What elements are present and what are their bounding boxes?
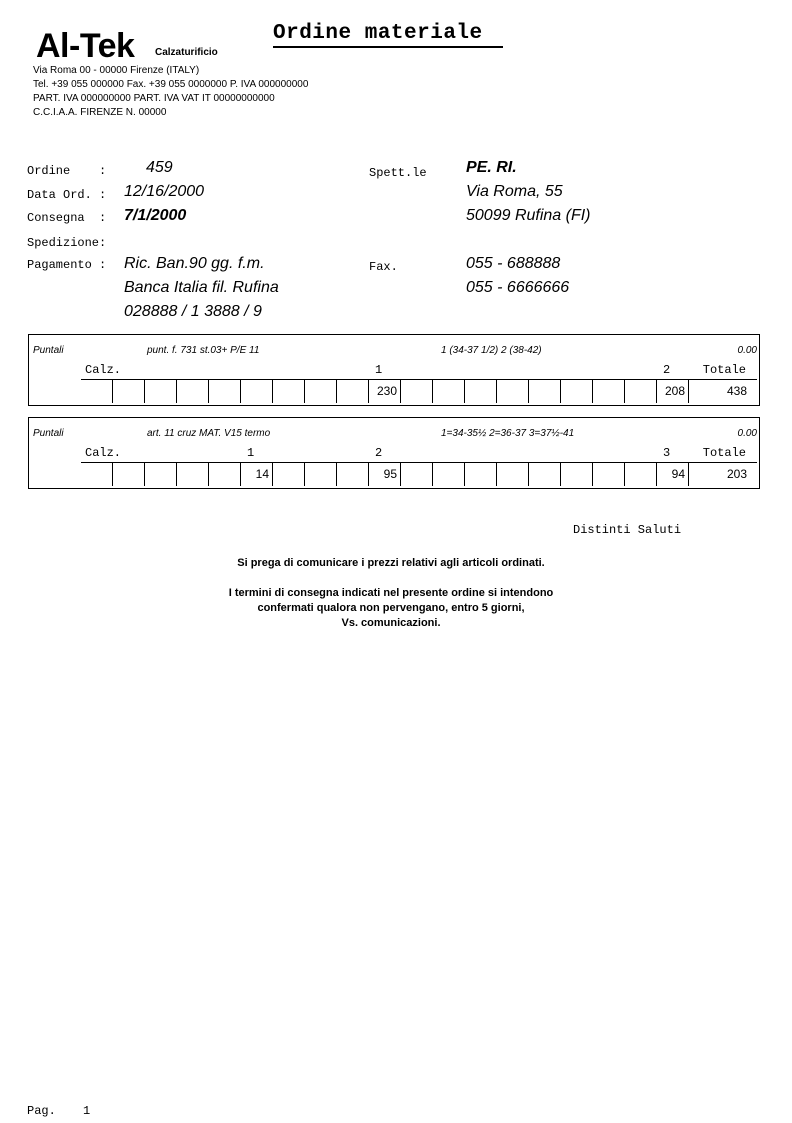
payment-label: Pagamento : bbox=[27, 258, 107, 272]
company-vat-line: PART. IVA 000000000 PART. IVA VAT IT 00000000000 bbox=[33, 93, 275, 104]
size-cell bbox=[401, 379, 433, 403]
size-cell bbox=[465, 462, 497, 486]
order-date: 12/16/2000 bbox=[124, 183, 205, 200]
delivery-date: 7/1/2000 bbox=[124, 207, 187, 224]
size-header: 3 bbox=[663, 446, 671, 460]
closing-greeting: Distinti Saluti bbox=[573, 523, 682, 537]
size-cell bbox=[337, 379, 369, 403]
size-cell bbox=[529, 462, 561, 486]
item-category: Puntali bbox=[33, 428, 64, 439]
item-category: Puntali bbox=[33, 345, 64, 356]
size-cell bbox=[81, 462, 113, 486]
size-cell bbox=[401, 462, 433, 486]
terms-note-line-2: confermati qualora non pervengano, entro 5 giorni, bbox=[257, 602, 525, 614]
order-number-label: Ordine : bbox=[27, 164, 107, 178]
size-header: 1 bbox=[375, 363, 383, 377]
company-phone-line: Tel. +39 055 000000 Fax. +39 055 0000000 P. IVA 000000000 bbox=[33, 79, 309, 90]
calz-label: Calz. bbox=[85, 446, 122, 460]
fax-label: Fax. bbox=[369, 260, 398, 274]
size-header: 2 bbox=[375, 446, 383, 460]
size-cells bbox=[81, 379, 759, 405]
size-cell bbox=[241, 379, 273, 403]
size-cell bbox=[593, 462, 625, 486]
size-cell bbox=[625, 462, 657, 486]
size-header: 1 bbox=[247, 446, 255, 460]
title-underline bbox=[273, 46, 503, 48]
recipient-city: 50099 Rufina (FI) bbox=[466, 207, 591, 224]
size-cell bbox=[337, 462, 369, 486]
size-cell bbox=[529, 379, 561, 403]
item-price: 0.00 bbox=[737, 345, 757, 356]
totale-label: Totale bbox=[702, 363, 746, 377]
document-title: Ordine materiale bbox=[273, 22, 483, 45]
size-quantity: 208 bbox=[664, 384, 685, 398]
size-cell bbox=[273, 462, 305, 486]
recipient-label: Spett.le bbox=[369, 166, 427, 180]
totale-label: Totale bbox=[702, 446, 746, 460]
size-cell bbox=[177, 462, 209, 486]
item-total: 438 bbox=[726, 384, 747, 398]
delivery-label: Consegna : bbox=[27, 211, 107, 225]
size-cell bbox=[113, 379, 145, 403]
item-description: punt. f. 731 st.03+ P/E 11 bbox=[147, 345, 260, 356]
prices-note: Si prega di comunicare i prezzi relativi agli articoli ordinati. bbox=[237, 557, 545, 569]
size-cell bbox=[305, 379, 337, 403]
payment-bank: Banca Italia fil. Rufina bbox=[124, 279, 279, 296]
size-quantity: 95 bbox=[383, 467, 397, 481]
size-cell bbox=[305, 462, 337, 486]
page-number: 1 bbox=[83, 1104, 91, 1118]
size-cell bbox=[209, 462, 241, 486]
shipping-label: Spedizione: bbox=[27, 236, 107, 250]
size-cell bbox=[625, 379, 657, 403]
size-cell bbox=[273, 379, 305, 403]
size-header: 2 bbox=[663, 363, 671, 377]
size-cell bbox=[81, 379, 113, 403]
company-address-line: Via Roma 00 - 00000 Firenze (ITALY) bbox=[33, 65, 200, 76]
recipient-fax-2: 055 - 6666666 bbox=[466, 279, 570, 296]
company-subtitle: Calzaturificio bbox=[155, 47, 218, 58]
payment-account: 028888 / 1 3888 / 9 bbox=[124, 303, 262, 320]
size-cell bbox=[465, 379, 497, 403]
size-quantity: 94 bbox=[671, 467, 685, 481]
order-item-2 bbox=[28, 417, 760, 489]
recipient-street: Via Roma, 55 bbox=[466, 183, 563, 200]
size-quantity: 230 bbox=[376, 384, 397, 398]
item-description: art. 11 cruz MAT. V15 termo bbox=[147, 428, 271, 439]
recipient-fax: 055 - 688888 bbox=[466, 255, 561, 272]
size-cell bbox=[497, 379, 529, 403]
size-cell bbox=[209, 379, 241, 403]
payment-line: Ric. Ban.90 gg. f.m. bbox=[124, 255, 265, 272]
size-cell bbox=[145, 379, 177, 403]
item-price: 0.00 bbox=[737, 428, 757, 439]
size-cell bbox=[593, 379, 625, 403]
size-cell bbox=[497, 462, 529, 486]
item-sizes: 1=34-35½ 2=36-37 3=37½-41 bbox=[441, 428, 575, 439]
size-cell bbox=[561, 462, 593, 486]
order-date-label: Data Ord. : bbox=[27, 188, 107, 202]
size-cell bbox=[433, 462, 465, 486]
order-number: 459 bbox=[146, 159, 173, 176]
order-item-1 bbox=[28, 334, 760, 406]
size-cells bbox=[81, 462, 759, 488]
size-cell bbox=[177, 379, 209, 403]
terms-note-line-1: I termini di consegna indicati nel presente ordine si intendono bbox=[228, 587, 554, 599]
company-registry-line: C.C.I.A.A. FIRENZE N. 00000 bbox=[33, 107, 167, 118]
company-logo: Al-Tek bbox=[36, 27, 135, 65]
size-cell bbox=[433, 379, 465, 403]
size-quantity: 14 bbox=[255, 467, 269, 481]
calz-label: Calz. bbox=[85, 363, 122, 377]
size-cell bbox=[145, 462, 177, 486]
item-sizes: 1 (34-37 1/2) 2 (38-42) bbox=[441, 345, 542, 356]
recipient-name: PE. RI. bbox=[466, 159, 517, 176]
size-cell bbox=[561, 379, 593, 403]
item-total: 203 bbox=[726, 467, 747, 481]
page-label: Pag. bbox=[27, 1104, 56, 1118]
size-cell bbox=[113, 462, 145, 486]
terms-note-line-3: Vs. comunicazioni. bbox=[341, 617, 441, 629]
